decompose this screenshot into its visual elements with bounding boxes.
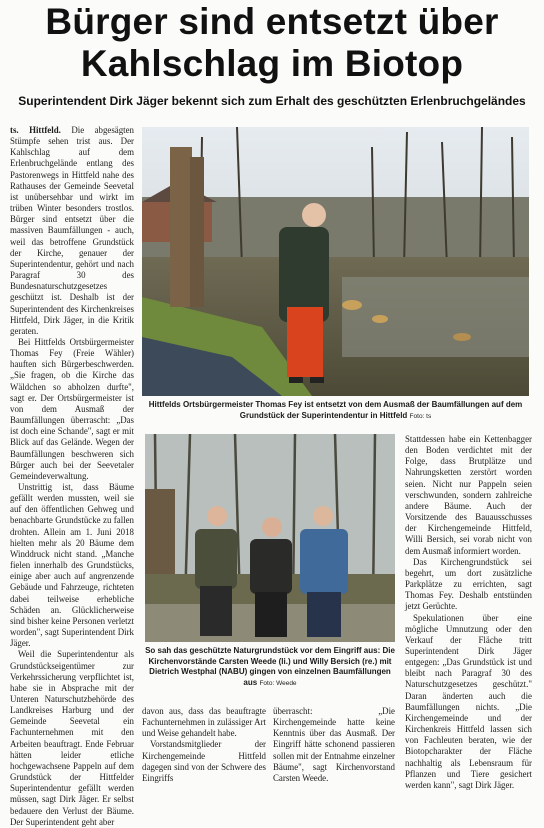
photo-caption-1	[142, 400, 529, 422]
article-column-1	[10, 125, 134, 828]
col3-paragraph-1: überrascht: „Die Kirchengemeinde hatte keine Kenntnis über das Ausmaß. Der Eingriff hätte schonend passieren sollen mit der Entnahme einzelner Bäume", sagt Kirchenvorstand Carsten Weede.	[273, 706, 395, 783]
caption-2-text: So sah das geschützte Naturgrundstück vor dem Eingriff aus: Die Kirchenvorstände Carsten Weede (li.) und Willy Bersich (re.) mit Dietrich Westphal (NABU) gingen von einzelnen Baumfällungen aus	[145, 646, 395, 687]
article-column-2	[142, 706, 266, 784]
col4-paragraph-2: Das Kirchengrundstück sei begehrt, um dort zusätzliche Parkplätze zu errichten, sagt Thomas Fey. Deshalb entstünden jetzt Gerüchte.	[405, 556, 532, 612]
caption-1-text: Hittfelds Ortsbürgermeister Thomas Fey ist entsetzt von dem Ausmaß der Baumfällungen auf dem Grundstück der Superintendentur in Hittfeld	[148, 400, 523, 420]
photo-image-2	[145, 434, 395, 642]
col4-paragraph-3: Spekulationen über eine mögliche Umnutzung oder den Verkauf der Fläche tritt Superintendent Dirk Jäger entgegen: „Das Grundstück ist und bleibt nach Paragraf 30 des Naturschutzgesetzes geschützt." Daran änderten auch die Baumfällungen nichts. „Die Kirchengemeinde und der Kirchenkreis Hittfeld lassen sich von Fachleuten beraten, wie der Biotopcharakter der Fläche nachhaltig als Lebensraum für Pflanzen und Tiere gesichert werden kann", sagt Dirk Jäger.	[405, 612, 532, 790]
article-column-3	[273, 706, 395, 784]
col2-paragraph-2: Vorstandsmitglieder der Kirchengemeinde Hittfeld dagegen sind von der Schwere des Eingriffs	[142, 739, 266, 783]
subheadline: Superintendent Dirk Jäger bekennt sich zum Erhalt des geschützten Erlenbruchgeländes	[18, 94, 526, 108]
col1-paragraph-4: Weil die Superintendentur als Grundstückseigentümer zur Verkehrssicherung verpflichtet ist, habe sie in Absprache mit der Unteren Naturschutzbehörde des Landkreises Harburg und der Gemeinde Seevetal ein Fachunternehmen mit den Arbeiten beauftragt. Ende Februar hätten leider etliche hochgewachsene Pappeln auf dem Grundstück der Hittfelder Superintendentur gefällt werden müssen, sagt Dirk Jäger. Er selbst bedauere den Verlust der Bäume. Der Superintendent geht aber	[10, 649, 134, 827]
caption-1-credit: Foto: ts	[409, 412, 432, 420]
col1-paragraph-3: Unstrittig ist, dass Bäume gefällt werden mussten, weil sie auf den öffentlichen Gehweg und benachbarte Grundstücke zu fallen drohten. Allein am 1. Juni 2018 hielten mehr als 20 Bäume dem Winddruck nicht stand. „Manche fielen innerhalb des Grundstücks, einige aber auch auf angrenzende Gebäude und Fahrzeuge, richteten dabei teilweise erhebliche Schäden an. Glücklicherweise sind bisher keine Personen verletzt worden", sagt Superintendent Dirk Jäger.	[10, 482, 134, 649]
col1-paragraph-2: Bei Hittfelds Ortsbürgermeister Thomas Fey (Freie Wähler) hauften sich Bürgerbeschwerden. „Sie fragen, ob die Kirche das Wäldchen so abholzen durfte", sagt er. Der Ortsbürgermeister ist von dem Ausmaß der Baumfällungen überrascht: „Das ist doch eine Schande", sagt er mit Blick auf das Gelände. Wegen der Baumfällungen beschweren sich Bürger auch bei der Seevetaler Gemeindeverwaltung.	[10, 336, 134, 481]
caption-2-credit: Foto: Weede	[259, 679, 297, 687]
photo-caption-2	[145, 646, 395, 689]
photo-mayor-at-cleared-site	[142, 127, 529, 396]
col1-paragraph-1: Die abgesägten Stümpfe sehen trist aus. Der Kahlschlag auf dem Erlenbruchgelände entlang des Pastorenwegs in Hittfeld nahe des Rathauses der Gemeinde Seevetal ist unübersehbar und wirkt im trüben Winter besonders trostlos. Bürger sind entsetzt über die massiven Baumfällungen - auch, weil das betroffene Grundstück der Kirche, genauer der Superintendentur, gehört und nach Paragraf 30 des Bundesnaturschutzgesetzes geschützt ist. Deshalb ist der Superintendent des Kirchenkreises Hittfeld, Dirk Jäger, in die Kritik geraten.	[10, 125, 134, 336]
col4-paragraph-1: Stattdessen habe ein Kettenbagger den Boden verdichtet mit der Folge, dass Brutplätze und Nahrungsketten zerstört worden seien. Nicht nur Pappeln seien verschwunden, sondern zahlreiche andere Bäume. Auch der Vorsitzende des Bauausschusses der Kirchengemeinde Hittfeld, Willi Bersich, sei vorab nicht von dem Ausmaß informiert worden.	[405, 434, 532, 556]
col2-paragraph-1: davon aus, dass das beauftragte Fachunternehmen in zulässiger Art und Weise gehandelt habe.	[142, 706, 266, 739]
headline-line2: Kahlschlag im Biotop	[80, 43, 464, 84]
photo-board-members-before	[145, 434, 395, 642]
dateline: ts. Hittfeld.	[10, 125, 61, 135]
article-column-4	[405, 434, 532, 791]
headline-line1: Bürger sind entsetzt über	[45, 1, 499, 42]
photo-image	[142, 127, 529, 396]
